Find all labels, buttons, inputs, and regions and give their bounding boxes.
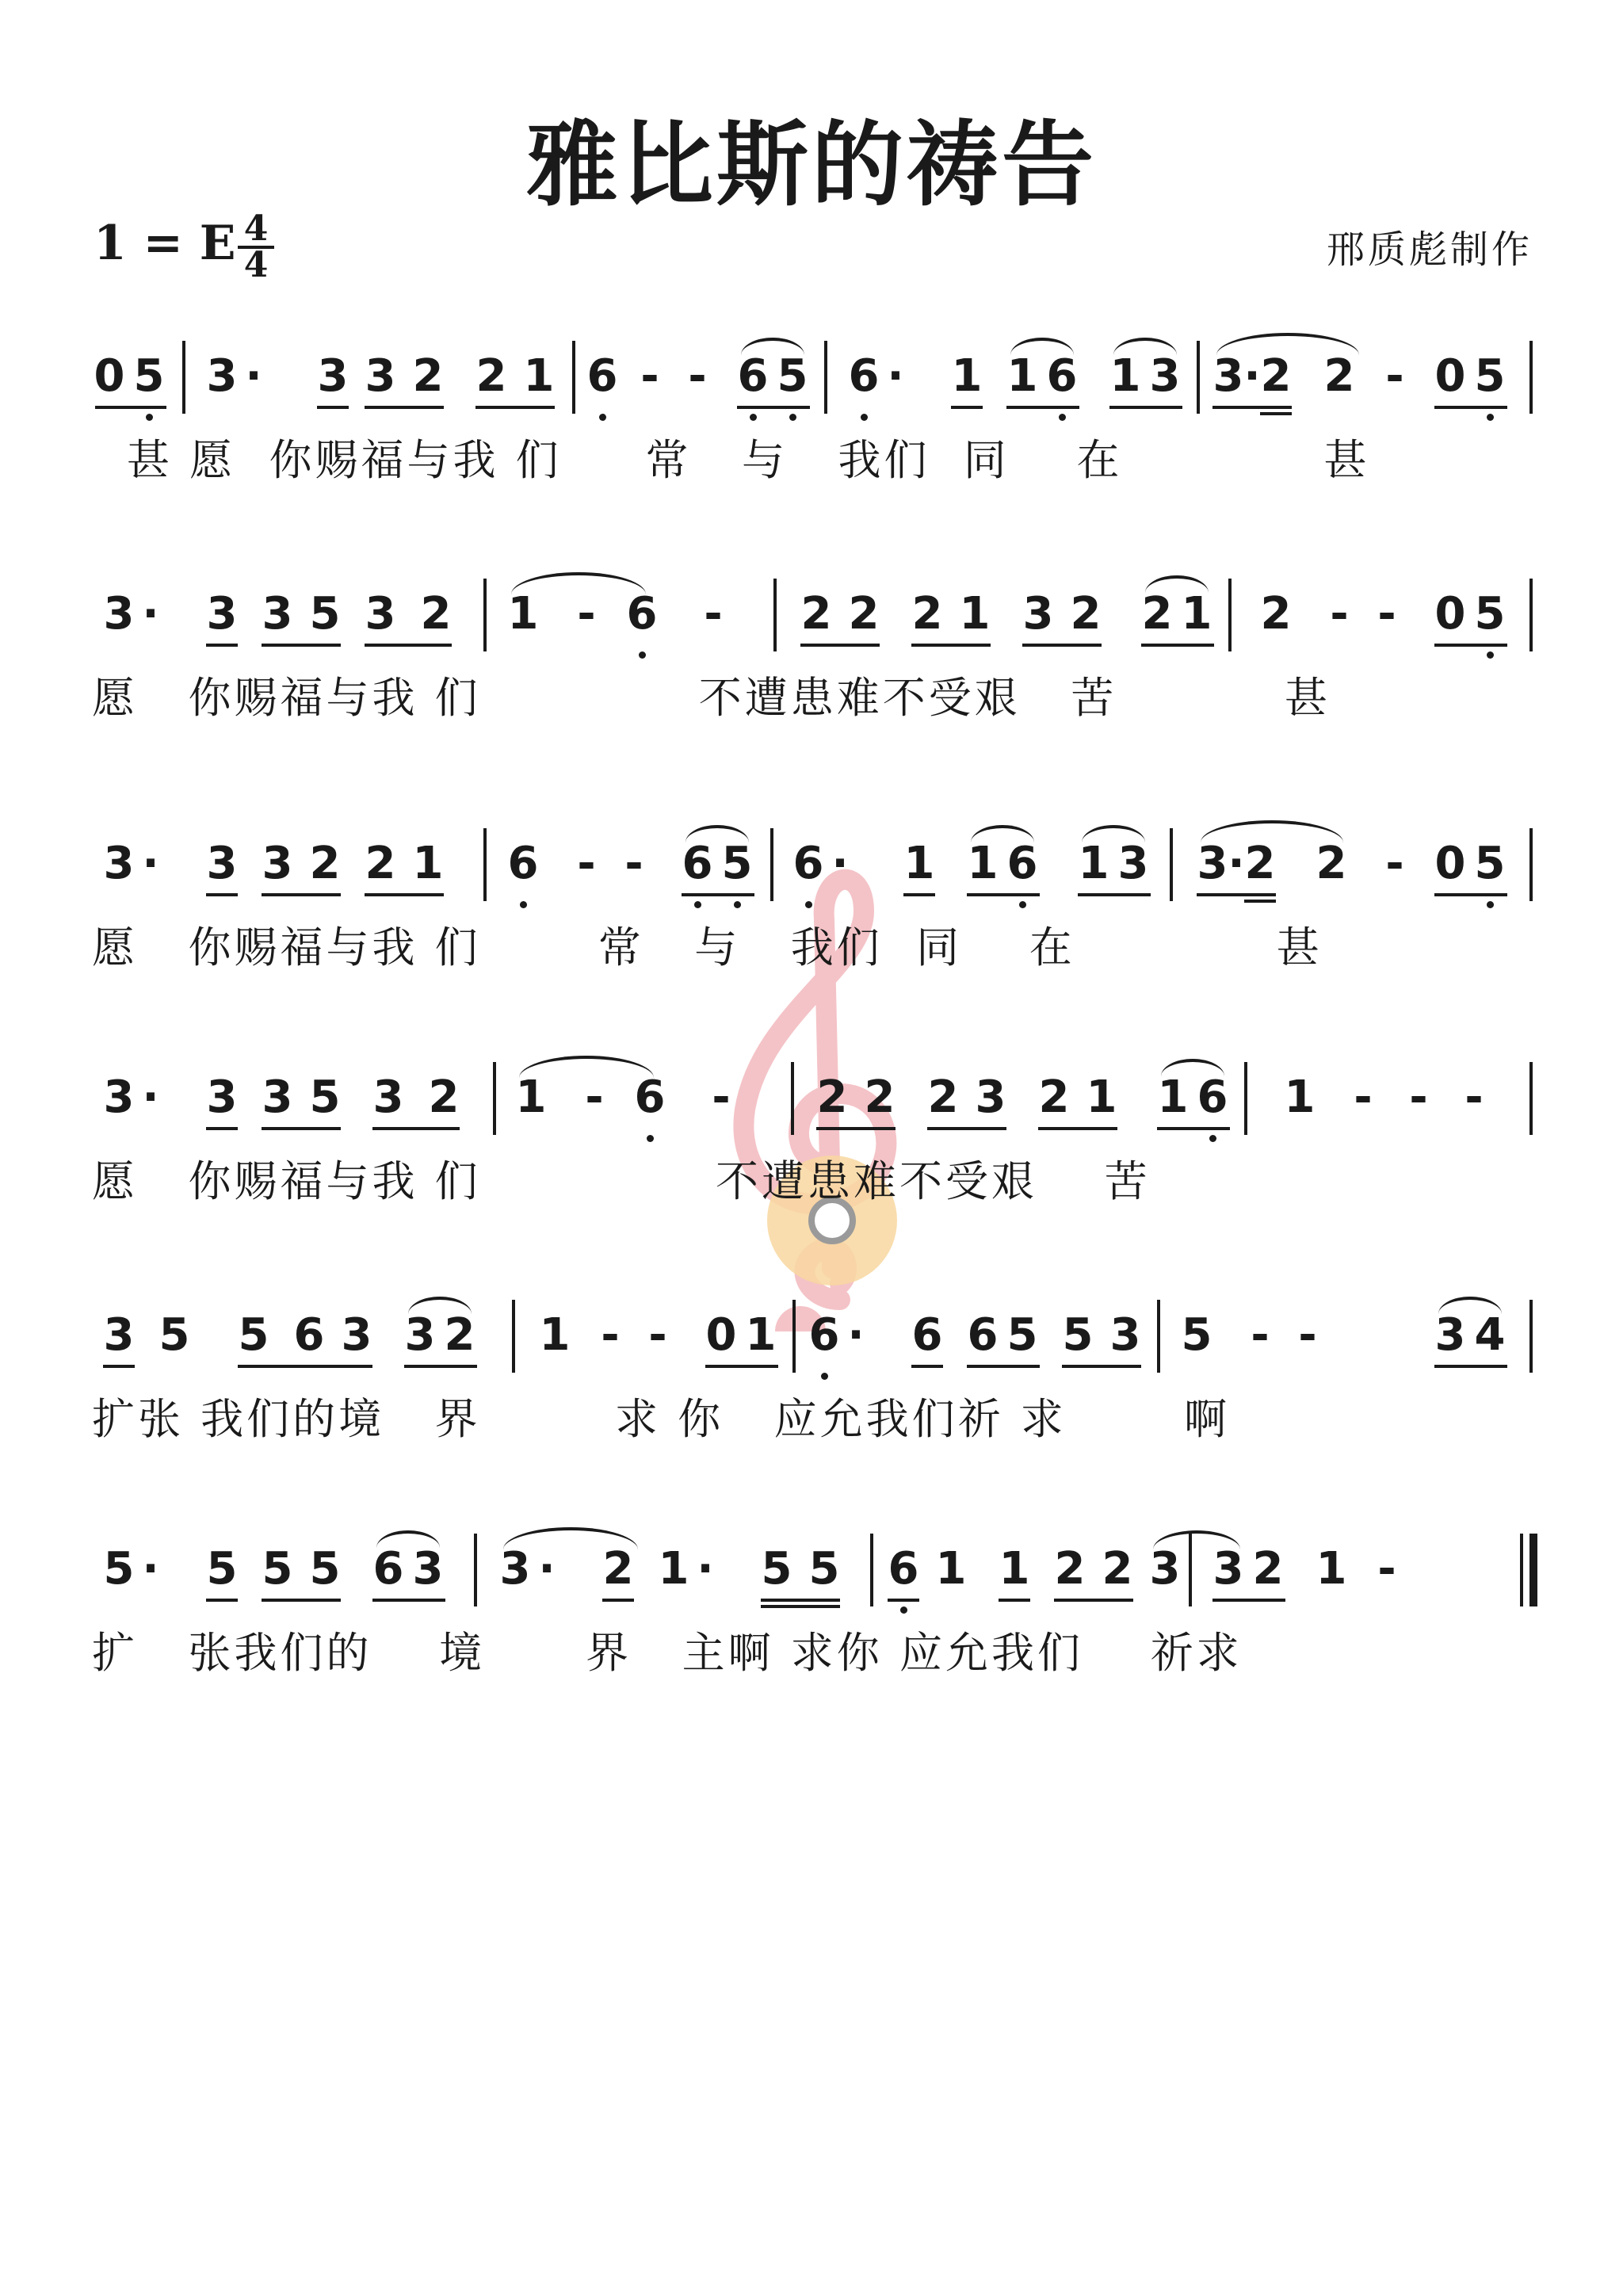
octave-dot xyxy=(1209,1135,1216,1142)
note-digit: 2 xyxy=(1102,1543,1133,1595)
octave-dot xyxy=(805,901,812,908)
note-digit: 1 xyxy=(1006,350,1038,402)
beam-underline xyxy=(816,1127,896,1130)
notation-line xyxy=(87,1526,1545,1621)
note-digit: 5 xyxy=(808,1543,840,1595)
beam-underline xyxy=(1078,893,1151,896)
note-digit: - xyxy=(1298,1309,1317,1361)
note-digit: 3 xyxy=(1212,350,1244,402)
note-digit: 1 xyxy=(507,588,539,640)
note-digit: 2 xyxy=(1038,1072,1070,1123)
note-digit: 3 xyxy=(341,1309,372,1361)
note-digit: 3 xyxy=(1149,1543,1181,1595)
note-digit: · xyxy=(847,1309,865,1361)
beam-underline xyxy=(761,1605,840,1608)
octave-dot xyxy=(146,414,153,421)
beam-underline xyxy=(1006,406,1079,409)
bar-line xyxy=(1529,828,1533,901)
bar-line xyxy=(1157,1300,1160,1373)
notation-line xyxy=(87,820,1545,915)
note-digit: · xyxy=(887,350,904,402)
note-digit: 3 xyxy=(206,588,238,640)
note-digit: - xyxy=(1385,838,1404,889)
octave-dot xyxy=(647,1135,654,1142)
lyrics-line: 甚 愿 你赐福与我 们 常 与 我们 同 在 甚 xyxy=(127,435,1370,485)
note-digit: - xyxy=(640,350,659,402)
note-digit: 5 xyxy=(761,1543,792,1595)
bar-line xyxy=(870,1534,873,1606)
beam-underline xyxy=(1109,406,1182,409)
slur-arc xyxy=(511,572,646,594)
time-signature xyxy=(238,208,274,285)
note-digit: 3 xyxy=(1434,1309,1466,1361)
slur-arc xyxy=(1216,333,1359,355)
note-digit: 1 xyxy=(959,588,991,640)
bar-line xyxy=(1197,341,1200,414)
note-digit: 6 xyxy=(634,1072,666,1123)
note-digit: - xyxy=(1465,1072,1484,1123)
note-digit: 6 xyxy=(888,1543,919,1595)
notation-line xyxy=(87,1292,1545,1387)
note-digit: 2 xyxy=(1260,588,1292,640)
note-digit: · xyxy=(697,1543,714,1595)
note-digit: 2 xyxy=(1252,1543,1284,1595)
note-digit: 1 xyxy=(1109,350,1141,402)
note-digit: - xyxy=(1377,588,1396,640)
key-signature: 1 = E xyxy=(94,216,236,271)
beam-underline xyxy=(95,406,166,409)
note-digit: 0 xyxy=(705,1309,737,1361)
bar-line xyxy=(474,1534,477,1606)
note-digit: 1 xyxy=(1078,838,1109,889)
beam-underline xyxy=(206,644,238,647)
note-digit: · xyxy=(142,838,159,889)
note-digit: - xyxy=(704,588,723,640)
note-digit: 2 xyxy=(911,588,943,640)
bar-line xyxy=(483,579,487,651)
notation-line xyxy=(87,333,1545,428)
note-digit: 3 xyxy=(1117,838,1149,889)
slur-arc xyxy=(1145,575,1209,593)
note-digit: 6 xyxy=(507,838,539,889)
note-digit: - xyxy=(1377,1543,1396,1595)
beam-underline xyxy=(1157,1127,1230,1130)
note-digit: 3 xyxy=(206,350,238,402)
bar-line xyxy=(1529,1300,1533,1373)
beam-underline xyxy=(206,1599,238,1602)
bar-line xyxy=(493,1062,496,1135)
page-title: 雅比斯的祷告 xyxy=(526,111,1097,219)
bar-line xyxy=(182,341,185,414)
note-digit: 2 xyxy=(1323,350,1355,402)
note-digit: · xyxy=(142,1543,159,1595)
octave-dot xyxy=(520,901,527,908)
note-digit: 3 xyxy=(206,1072,238,1123)
note-digit: 5 xyxy=(238,1309,269,1361)
note-digit: 1 xyxy=(951,350,983,402)
beam-underline xyxy=(372,1599,445,1602)
beam-underline xyxy=(1212,406,1292,409)
note-digit: 0 xyxy=(1434,350,1466,402)
note-digit: 6 xyxy=(586,350,618,402)
beam-underline xyxy=(737,406,810,409)
note-digit: - xyxy=(577,588,596,640)
beam-underline xyxy=(705,1365,778,1368)
slur-arc xyxy=(1438,1297,1502,1314)
beam-underline xyxy=(262,1127,341,1130)
note-digit: 1 xyxy=(412,838,444,889)
beam-underline xyxy=(1434,644,1507,647)
note-digit: 2 xyxy=(444,1309,475,1361)
note-digit: 3 xyxy=(103,1309,135,1361)
note-digit: 1 xyxy=(999,1543,1030,1595)
beam-underline xyxy=(1022,644,1102,647)
note-digit: 2 xyxy=(1316,838,1347,889)
beam-underline xyxy=(800,644,880,647)
note-digit: · xyxy=(831,838,849,889)
beam-underline xyxy=(951,406,983,409)
note-digit: · xyxy=(142,1072,159,1123)
beam-underline xyxy=(103,1365,135,1368)
octave-dot xyxy=(639,651,646,659)
note-digit: 3 xyxy=(412,1543,444,1595)
note-digit: 1 xyxy=(1086,1072,1117,1123)
note-digit: 2 xyxy=(800,588,832,640)
note-digit: 0 xyxy=(1434,838,1466,889)
note-digit: - xyxy=(712,1072,731,1123)
note-digit: - xyxy=(648,1309,667,1361)
note-digit: 3 xyxy=(365,588,396,640)
note-digit: - xyxy=(1354,1072,1373,1123)
note-digit: 5 xyxy=(721,838,753,889)
slur-arc xyxy=(1082,825,1145,842)
note-digit: 6 xyxy=(1197,1072,1228,1123)
note-digit: 5 xyxy=(103,1543,135,1595)
beam-underline xyxy=(262,644,341,647)
note-digit: - xyxy=(577,838,596,889)
bar-line xyxy=(1529,341,1533,414)
slur-arc xyxy=(1113,338,1177,355)
beam-underline xyxy=(365,406,444,409)
slur-arc xyxy=(971,825,1034,842)
octave-dot xyxy=(694,901,701,908)
note-digit: 5 xyxy=(262,1543,293,1595)
bar-line xyxy=(773,579,777,651)
beam-underline xyxy=(475,406,555,409)
octave-dot xyxy=(1019,901,1026,908)
octave-dot xyxy=(1487,901,1494,908)
note-digit: 3 xyxy=(1109,1309,1141,1361)
beam-underline xyxy=(1038,1127,1117,1130)
notation-line xyxy=(87,571,1545,666)
note-digit: 5 xyxy=(158,1309,190,1361)
beam-underline xyxy=(404,1365,477,1368)
octave-dot xyxy=(900,1606,907,1614)
beam-underline xyxy=(206,893,238,896)
octave-dot xyxy=(1487,414,1494,421)
beam-underline xyxy=(927,1127,1006,1130)
octave-dot xyxy=(821,1373,828,1380)
time-signature-bottom: 4 xyxy=(243,245,269,285)
note-digit: 5 xyxy=(1474,588,1506,640)
beam-underline xyxy=(262,893,341,896)
note-digit: 4 xyxy=(1474,1309,1506,1361)
note-digit: 5 xyxy=(777,350,808,402)
lyrics-line: 愿 你赐福与我 们 不遭患难不受艰 苦 甚 xyxy=(92,673,1331,723)
beam-underline xyxy=(903,893,935,896)
beam-underline xyxy=(888,1599,919,1602)
note-digit: 1 xyxy=(1157,1072,1189,1123)
note-digit: 6 xyxy=(911,1309,943,1361)
note-digit: 3 xyxy=(499,1543,531,1595)
note-digit: 0 xyxy=(94,350,125,402)
beam-underline xyxy=(1062,1365,1141,1368)
note-digit: 1 xyxy=(523,350,555,402)
lyrics-line: 扩张 我们的境 界 求 你 应允我们祈 求 啊 xyxy=(92,1394,1230,1444)
note-digit: 1 xyxy=(515,1072,547,1123)
note-digit: 2 xyxy=(816,1072,848,1123)
slur-arc xyxy=(408,1297,472,1314)
beam-underline xyxy=(911,644,991,647)
note-digit: - xyxy=(1251,1309,1270,1361)
note-digit: 6 xyxy=(792,838,824,889)
beam-underline xyxy=(1054,1599,1133,1602)
note-digit: 3 xyxy=(1022,588,1054,640)
beam-underline xyxy=(967,893,1040,896)
beam-underline xyxy=(365,644,452,647)
note-digit: 1 xyxy=(658,1543,689,1595)
note-digit: 6 xyxy=(737,350,769,402)
notation-line xyxy=(87,1054,1545,1149)
note-digit: - xyxy=(1330,588,1349,640)
note-digit: · xyxy=(1243,350,1261,402)
slur-arc xyxy=(376,1530,440,1548)
note-digit: 3 xyxy=(404,1309,436,1361)
note-digit: 6 xyxy=(372,1543,404,1595)
note-digit: 6 xyxy=(293,1309,325,1361)
bar-line xyxy=(791,1062,794,1135)
beam-underline xyxy=(262,1599,341,1602)
note-digit: 3 xyxy=(1149,350,1181,402)
note-digit: 2 xyxy=(1244,838,1276,889)
slur-arc xyxy=(1201,820,1343,842)
note-digit: 3 xyxy=(1197,838,1228,889)
note-digit: 1 xyxy=(903,838,935,889)
beam-underline xyxy=(602,1599,634,1602)
beam-underline xyxy=(1244,900,1276,903)
bar-line xyxy=(512,1300,515,1373)
note-digit: 5 xyxy=(1474,350,1506,402)
note-digit: · xyxy=(538,1543,556,1595)
octave-dot xyxy=(789,414,796,421)
note-digit: 5 xyxy=(309,588,341,640)
beam-underline xyxy=(911,1365,943,1368)
beam-underline xyxy=(1212,1599,1285,1602)
slur-arc xyxy=(1010,338,1074,355)
note-digit: - xyxy=(585,1072,604,1123)
note-digit: 2 xyxy=(428,1072,460,1123)
note-digit: 3 xyxy=(262,1072,293,1123)
note-digit: 5 xyxy=(1181,1309,1212,1361)
note-digit: 5 xyxy=(133,350,165,402)
lyrics-line: 愿 你赐福与我 们 不遭患难不受艰 苦 xyxy=(92,1156,1151,1206)
beam-underline xyxy=(1434,893,1507,896)
bar-line xyxy=(824,341,827,414)
note-digit: 3 xyxy=(262,838,293,889)
note-digit: 1 xyxy=(1181,588,1212,640)
bar-line xyxy=(572,341,575,414)
note-digit: 6 xyxy=(682,838,713,889)
lyrics-line: 扩 张我们的 境 界 主啊 求你 应允我们 祈求 xyxy=(92,1628,1243,1678)
beam-underline xyxy=(682,893,754,896)
note-digit: 2 xyxy=(927,1072,959,1123)
bar-line xyxy=(483,828,487,901)
note-digit: 3 xyxy=(317,350,349,402)
note-digit: 2 xyxy=(412,350,444,402)
note-digit: 3 xyxy=(262,588,293,640)
bar-line xyxy=(1529,1534,1537,1606)
note-digit: - xyxy=(1409,1072,1428,1123)
beam-underline xyxy=(1141,644,1214,647)
beam-underline xyxy=(761,1599,840,1602)
note-digit: 5 xyxy=(1006,1309,1038,1361)
beam-underline xyxy=(967,1365,1040,1368)
slur-arc xyxy=(685,825,749,842)
note-digit: 6 xyxy=(848,350,880,402)
beam-underline xyxy=(317,406,349,409)
note-digit: - xyxy=(688,350,707,402)
note-digit: 2 xyxy=(420,588,452,640)
bar-line xyxy=(1520,1534,1523,1606)
note-digit: 5 xyxy=(1062,1309,1094,1361)
note-digit: 3 xyxy=(1212,1543,1244,1595)
octave-dot xyxy=(750,414,757,421)
note-digit: 5 xyxy=(1474,838,1506,889)
bar-line xyxy=(1244,1062,1247,1135)
beam-underline xyxy=(1260,412,1292,415)
note-digit: 2 xyxy=(475,350,507,402)
beam-underline xyxy=(206,1127,238,1130)
note-digit: 1 xyxy=(967,838,999,889)
note-digit: 6 xyxy=(1046,350,1078,402)
beam-underline xyxy=(1434,406,1507,409)
octave-dot xyxy=(861,414,868,421)
octave-dot xyxy=(1059,414,1066,421)
note-digit: - xyxy=(624,838,643,889)
note-digit: 3 xyxy=(103,588,135,640)
note-digit: 5 xyxy=(206,1543,238,1595)
note-digit: 2 xyxy=(1141,588,1173,640)
slur-arc xyxy=(741,338,804,355)
slur-arc xyxy=(1161,1059,1224,1076)
beam-underline xyxy=(1434,1365,1507,1368)
note-digit: 3 xyxy=(372,1072,404,1123)
bar-line xyxy=(1228,579,1232,651)
note-digit: 2 xyxy=(602,1543,634,1595)
note-digit: 3 xyxy=(975,1072,1006,1123)
note-digit: 0 xyxy=(1434,588,1466,640)
beam-underline xyxy=(365,893,444,896)
beam-underline xyxy=(372,1127,460,1130)
note-digit: - xyxy=(1385,350,1404,402)
bar-line xyxy=(1170,828,1173,901)
note-digit: 2 xyxy=(1070,588,1102,640)
note-digit: · xyxy=(245,350,262,402)
beam-underline xyxy=(1197,893,1276,896)
bar-line xyxy=(770,828,773,901)
note-digit: - xyxy=(601,1309,620,1361)
note-digit: 3 xyxy=(365,350,396,402)
note-digit: 2 xyxy=(309,838,341,889)
note-digit: 1 xyxy=(1316,1543,1347,1595)
octave-dot xyxy=(734,901,741,908)
note-digit: 2 xyxy=(848,588,880,640)
note-digit: 1 xyxy=(935,1543,967,1595)
note-digit: 2 xyxy=(1054,1543,1086,1595)
bar-line xyxy=(1529,579,1533,651)
note-digit: 6 xyxy=(626,588,658,640)
note-digit: · xyxy=(142,588,159,640)
note-digit: 5 xyxy=(309,1543,341,1595)
lyrics-line: 愿 你赐福与我 们 常 与 我们 同 在 甚 xyxy=(92,923,1323,972)
note-digit: 3 xyxy=(103,838,135,889)
note-digit: 2 xyxy=(365,838,396,889)
note-digit: · xyxy=(1228,838,1245,889)
note-digit: 5 xyxy=(309,1072,341,1123)
note-digit: 1 xyxy=(745,1309,777,1361)
note-digit: 3 xyxy=(206,838,238,889)
note-digit: 2 xyxy=(1260,350,1292,402)
bar-line xyxy=(1529,1062,1533,1135)
note-digit: 6 xyxy=(967,1309,999,1361)
bar-line xyxy=(792,1300,796,1373)
slur-arc xyxy=(519,1056,654,1078)
credit: 邢质彪制作 xyxy=(1326,227,1533,272)
bar-line xyxy=(1189,1534,1192,1606)
note-digit: 1 xyxy=(1284,1072,1316,1123)
beam-underline xyxy=(238,1365,372,1368)
note-digit: 1 xyxy=(539,1309,571,1361)
note-digit: 3 xyxy=(103,1072,135,1123)
octave-dot xyxy=(1487,651,1494,659)
time-signature-top: 4 xyxy=(238,212,274,249)
note-digit: 6 xyxy=(808,1309,840,1361)
slur-arc xyxy=(503,1527,638,1549)
beam-underline xyxy=(999,1599,1030,1602)
note-digit: 6 xyxy=(1006,838,1038,889)
note-digit: 2 xyxy=(864,1072,896,1123)
octave-dot xyxy=(599,414,606,421)
